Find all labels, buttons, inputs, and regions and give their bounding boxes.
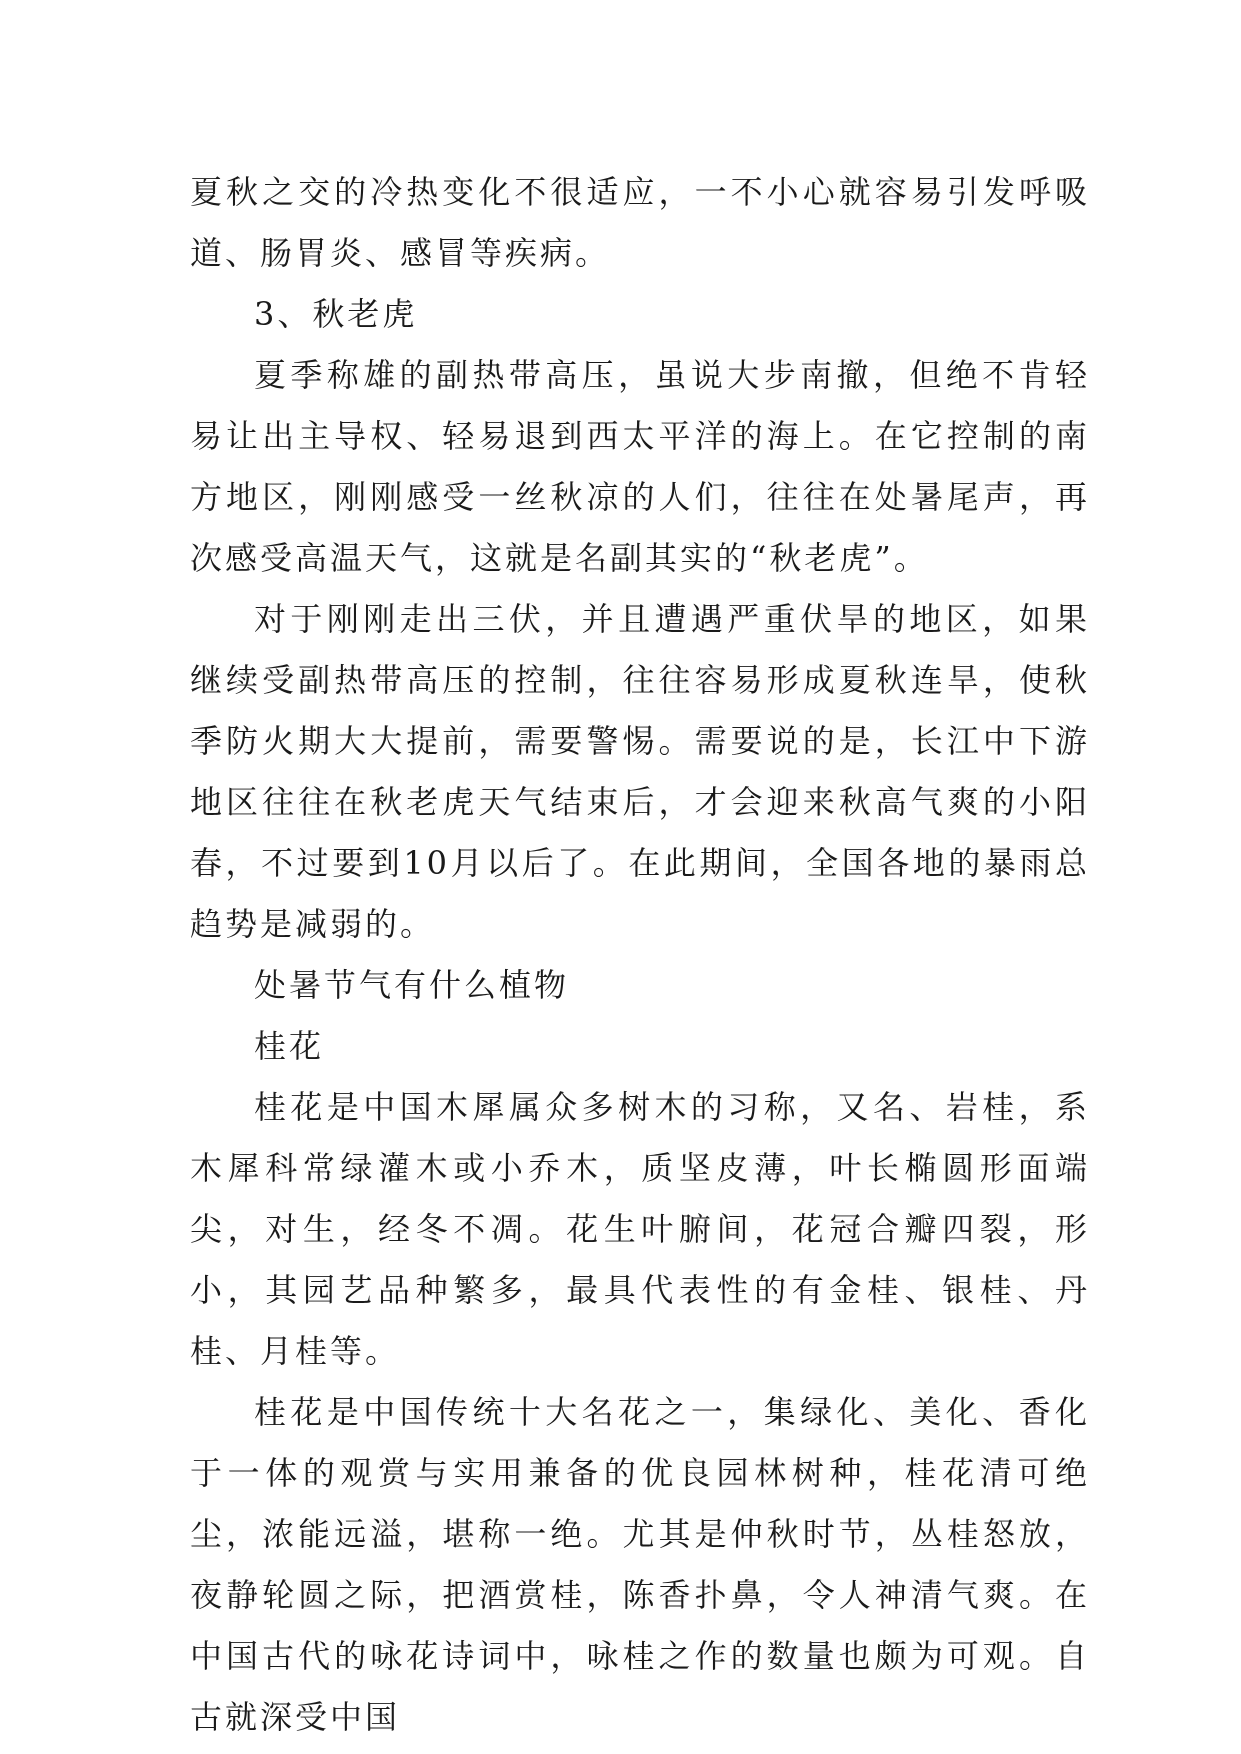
paragraph-subtropical-high: 夏季称雄的副热带高压，虽说大步南撤，但绝不肯轻易让出主导权、轻易退到西太平洋的海上。在它控制的南方地区，刚刚感受一丝秋凉的人们，往往在处暑尾声，再次感受高温天气，这就是名副其实的“秋老虎”。 (190, 356, 1090, 577)
section-heading-plants: 处暑节气有什么植物 (254, 966, 570, 1004)
paragraph-osmanthus-culture: 桂花是中国传统十大名花之一，集绿化、美化、香化于一体的观赏与实用兼备的优良园林树种，桂花清可绝尘，浓能远溢，堪称一绝。尤其是仲秋时节，丛桂怒放，夜静轮圆之际，把酒赏桂，陈香扑鼻，令人神清气爽。在中国古代的咏花诗词中，咏桂之作的数量也颇为可观。自古就深受中国 (190, 1393, 1090, 1736)
paragraph-continuation: 夏秋之交的冷热变化不很适应，一不小心就容易引发呼吸道、肠胃炎、感冒等疾病。 (190, 173, 1090, 272)
document-body (190, 162, 1090, 1748)
paragraph-drought: 对于刚刚走出三伏，并且遭遇严重伏旱的地区，如果继续受副热带高压的控制，往往容易形成夏秋连旱，使秋季防火期大大提前，需要警惕。需要说的是，长江中下游地区往往在秋老虎天气结束后，才会迎来秋高气爽的小阳春，不过要到10月以后了。在此期间，全国各地的暴雨总趋势是减弱的。 (190, 600, 1090, 943)
section-heading-osmanthus: 桂花 (254, 1027, 325, 1065)
paragraph-osmanthus-description: 桂花是中国木犀属众多树木的习称，又名、岩桂，系木犀科常绿灌木或小乔木，质坚皮薄，叶长椭圆形面端尖，对生，经冬不凋。花生叶腑间，花冠合瓣四裂，形小，其园艺品种繁多，最具代表性的有金桂、银桂、丹桂、月桂等。 (190, 1088, 1090, 1370)
section-heading-autumn-tiger: 3、秋老虎 (254, 295, 418, 333)
